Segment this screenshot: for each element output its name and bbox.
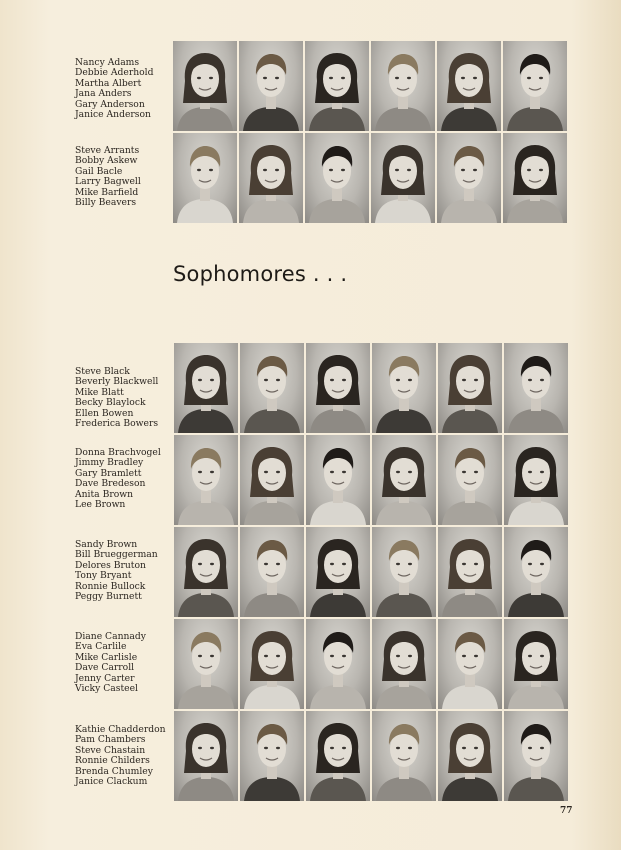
student-name: Mike Blatt bbox=[75, 386, 124, 398]
student-name: Bill Brueggerman bbox=[75, 549, 158, 561]
student-name: Anita Brown bbox=[75, 488, 134, 500]
student-name: Jimmy Bradley bbox=[75, 457, 144, 469]
student-name: Dave Carroll bbox=[75, 662, 135, 674]
student-name: Gary Anderson bbox=[75, 98, 145, 110]
student-name: Eva Carlile bbox=[75, 641, 127, 653]
photo-row bbox=[173, 133, 567, 223]
student-name: Beverly Blackwell bbox=[75, 376, 159, 388]
student-name: Lee Brown bbox=[75, 499, 126, 511]
photo-row bbox=[174, 343, 568, 433]
student-name: Debbie Aderhold bbox=[75, 67, 154, 79]
student-name: Ellen Bowen bbox=[75, 407, 134, 419]
student-name: Martha Albert bbox=[75, 77, 142, 89]
student-portrait bbox=[503, 133, 567, 223]
name-list bbox=[75, 448, 173, 510]
section-title: Sophomores . . . bbox=[173, 262, 348, 286]
student-name: Gail Bacle bbox=[75, 165, 123, 177]
student-portrait bbox=[372, 619, 436, 709]
student-portrait bbox=[438, 343, 502, 433]
student-name: Gary Bramlett bbox=[75, 467, 142, 479]
student-name: Bobby Askew bbox=[75, 155, 138, 167]
student-name: Steve Arrants bbox=[75, 145, 140, 156]
student-name: Donna Brachvogel bbox=[75, 447, 161, 458]
student-name: Kathie Chadderdon bbox=[75, 724, 166, 735]
student-portrait bbox=[306, 435, 370, 525]
student-portrait bbox=[438, 619, 502, 709]
student-portrait bbox=[438, 527, 502, 617]
name-list bbox=[75, 725, 173, 787]
student-name: Billy Beavers bbox=[75, 197, 137, 209]
student-portrait bbox=[173, 133, 237, 223]
student-name: Ronnie Childers bbox=[75, 755, 150, 767]
student-name: Larry Bagwell bbox=[75, 176, 141, 188]
student-portrait bbox=[240, 343, 304, 433]
student-name: Vicky Casteel bbox=[75, 683, 138, 695]
student-name: Dave Bredeson bbox=[75, 478, 146, 490]
student-portrait bbox=[174, 527, 238, 617]
student-name: Brenda Chumley bbox=[75, 765, 153, 777]
student-portrait bbox=[504, 527, 568, 617]
photo-row bbox=[174, 527, 568, 617]
student-portrait bbox=[174, 711, 238, 801]
student-portrait bbox=[372, 435, 436, 525]
student-portrait bbox=[174, 435, 238, 525]
name-list bbox=[75, 540, 173, 602]
student-portrait bbox=[174, 343, 238, 433]
student-portrait bbox=[371, 133, 435, 223]
student-name: Janice Anderson bbox=[75, 109, 151, 121]
student-portrait bbox=[173, 41, 237, 131]
student-portrait bbox=[504, 619, 568, 709]
student-portrait bbox=[240, 619, 304, 709]
student-portrait bbox=[504, 435, 568, 525]
student-name: Ronnie Bullock bbox=[75, 580, 146, 592]
student-portrait bbox=[306, 343, 370, 433]
student-portrait bbox=[306, 527, 370, 617]
student-portrait bbox=[372, 711, 436, 801]
student-portrait bbox=[305, 41, 369, 131]
student-name: Pam Chambers bbox=[75, 734, 146, 746]
student-name: Jenny Carter bbox=[75, 672, 135, 684]
student-name: Mike Barfield bbox=[75, 186, 139, 198]
student-portrait bbox=[371, 41, 435, 131]
student-portrait bbox=[240, 527, 304, 617]
student-name: Tony Bryant bbox=[75, 570, 132, 582]
student-portrait bbox=[174, 619, 238, 709]
student-portrait bbox=[438, 435, 502, 525]
student-portrait bbox=[306, 619, 370, 709]
student-portrait bbox=[239, 133, 303, 223]
photo-row bbox=[174, 435, 568, 525]
name-list bbox=[75, 58, 173, 120]
student-name: Peggy Burnett bbox=[75, 591, 142, 603]
student-portrait bbox=[372, 343, 436, 433]
student-name: Steve Black bbox=[75, 366, 130, 377]
student-name: Steve Chastain bbox=[75, 744, 146, 756]
photo-row bbox=[174, 619, 568, 709]
student-name: Frederica Bowers bbox=[75, 418, 159, 430]
student-portrait bbox=[438, 711, 502, 801]
student-portrait bbox=[437, 41, 501, 131]
student-portrait bbox=[305, 133, 369, 223]
student-portrait bbox=[239, 41, 303, 131]
student-name: Janice Clackum bbox=[75, 776, 148, 788]
student-name: Diane Cannady bbox=[75, 631, 146, 642]
student-portrait bbox=[437, 133, 501, 223]
name-list bbox=[75, 146, 173, 208]
student-name: Becky Blaylock bbox=[75, 397, 146, 409]
student-portrait bbox=[503, 41, 567, 131]
student-name: Jana Anders bbox=[75, 88, 132, 100]
name-list bbox=[75, 367, 173, 429]
student-name: Delores Bruton bbox=[75, 559, 146, 571]
student-portrait bbox=[504, 343, 568, 433]
student-name: Nancy Adams bbox=[75, 57, 140, 68]
photo-row bbox=[174, 711, 568, 801]
student-portrait bbox=[372, 527, 436, 617]
name-list bbox=[75, 632, 173, 694]
student-portrait bbox=[240, 435, 304, 525]
student-portrait bbox=[240, 711, 304, 801]
student-portrait bbox=[504, 711, 568, 801]
student-name: Sandy Brown bbox=[75, 539, 138, 550]
student-portrait bbox=[306, 711, 370, 801]
page-number: 77 bbox=[560, 806, 573, 816]
photo-row bbox=[173, 41, 567, 131]
student-name: Mike Carlisle bbox=[75, 651, 138, 663]
